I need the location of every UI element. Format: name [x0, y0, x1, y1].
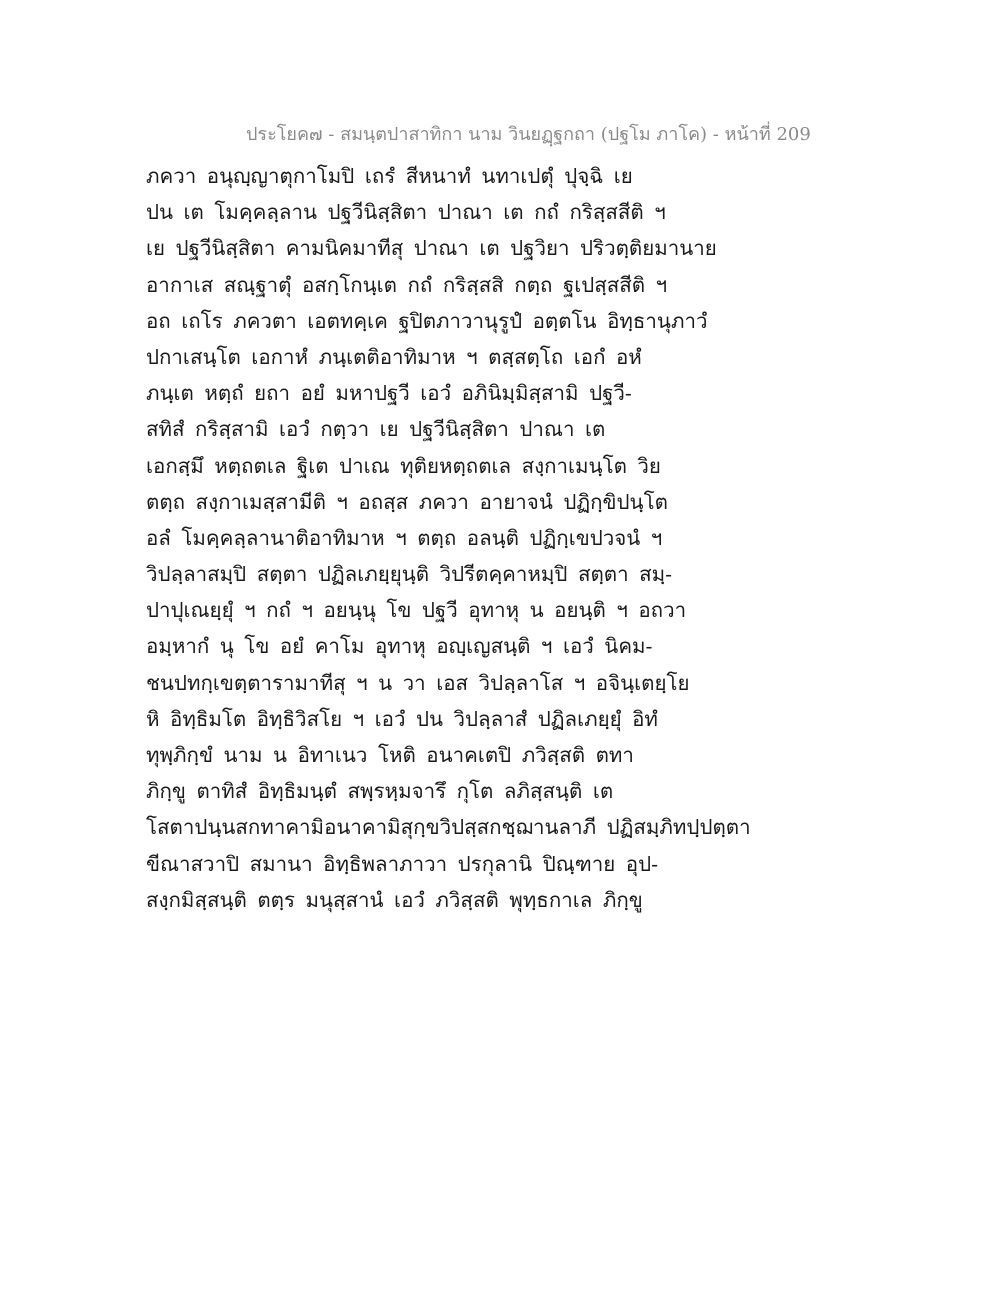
text-line: เอกสฺมึ หตฺถตเล ฐิเต ปาเณ ทุติยหตฺถตเล สงฺกาเมนฺโต วิย: [146, 453, 661, 478]
body-text: [146, 158, 986, 918]
text-line: ปกาเสนฺโต เอกาหํ ภนฺเตติอาทิมาห ฯ ตสฺสตฺโถ เอกํ อหํ: [146, 344, 642, 369]
text-line: สทิสํ กริสฺสามิ เอวํ กตฺวา เย ปฐวีนิสฺสิตา ปาณา เต: [146, 417, 606, 442]
text-line: ปาปุเณยฺยุํ ฯ กถํ ฯ อยนฺนุ โข ปฐวี อุทาหุ น อยนฺติ ฯ อถวา: [146, 598, 687, 623]
text-line: ขีณาสวาปิ สมานา อิทฺธิพลาภาวา ปรกุลานิ ปิณฺฑาย อุป-: [146, 851, 659, 876]
text-line: เย ปฐวีนิสฺสิตา คามนิคมาทีสุ ปาณา เต ปฐวิยา ปริวตฺติยมานาย: [146, 236, 717, 261]
text-line: วิปลฺลาสมฺปิ สตฺตา ปฏิลเภยฺยุนฺติ วิปรีตคฺคาหมฺปิ สตฺตา สมฺ-: [146, 562, 673, 587]
text-line: ตตฺถ สงฺกาเมสฺสามีติ ฯ อถสฺส ภควา อายาจนํ ปฏิกฺขิปนฺโต: [146, 489, 668, 514]
text-line: ภนฺเต หตฺถํ ยถา อยํ มหาปฐวี เอวํ อภินิมฺมิสฺสามิ ปฐวี-: [146, 381, 632, 406]
text-line: อมฺหากํ นุ โข อยํ คาโม อุทาหุ อญฺเญสนฺติ ฯ เอวํ นิคม-: [146, 634, 653, 659]
page-header: ประโยค๗ - สมนฺตปาสาทิกา นาม วินยฏฺฐกถา (ปฐโม ภาโค) - หน้าที่ 209: [246, 124, 811, 145]
text-line: อถ เถโร ภควตา เอตทคฺเค ฐปิตภาวานุรูปํ อตฺตโน อิทฺธานุภาวํ: [146, 308, 708, 333]
text-line: อากาเส สณฺฐาตุํ อสกฺโกนฺเต กถํ กริสฺสสิ กตฺถ ฐเปสฺสสีติ ฯ: [146, 272, 668, 297]
text-line: โสตาปนฺนสกทาคามิอนาคามิสุกฺขวิปสฺสกชฺฌานลาภี ปฏิสมฺภิทปฺปตฺตา: [146, 815, 751, 840]
text-line: อลํ โมคฺคลฺลานาติอาทิมาห ฯ ตตฺถ อลนฺติ ปฏิกฺเขปวจนํ ฯ: [146, 525, 663, 550]
text-line: ภควา อนุญฺญาตุกาโมปิ เถรํ สีหนาทํ นทาเปตุํ ปุจฺฉิ เย: [146, 164, 633, 188]
text-line: ชนปทกฺเขตฺตารามาทีสุ ฯ น วา เอส วิปลฺลาโส ฯ อจินฺเตยฺโย: [146, 670, 690, 695]
text-line: สงฺกมิสฺสนฺติ ตตฺร มนุสฺสานํ เอวํ ภวิสฺสติ พุทฺธกาเล ภิกฺขู: [146, 887, 643, 912]
text-line: ปน เต โมคฺคลฺลาน ปฐวีนิสฺสิตา ปาณา เต กถํ กริสฺสสีติ ฯ: [146, 200, 666, 225]
text-line: ทุพฺภิกฺขํ นาม น อิทาเนว โหติ อนาคเตปิ ภวิสฺสติ ตทา: [146, 743, 634, 767]
text-line: หิ อิทฺธิมโต อิทฺธิวิสโย ฯ เอวํ ปน วิปลฺลาสํ ปฏิลเภยฺยุํ อิทํ: [146, 706, 658, 731]
text-line: ภิกฺขู ตาทิสํ อิทฺธิมนฺตํ สพฺรหฺมจารึ กุโต ลภิสฺสนฺติ เต: [146, 779, 614, 804]
